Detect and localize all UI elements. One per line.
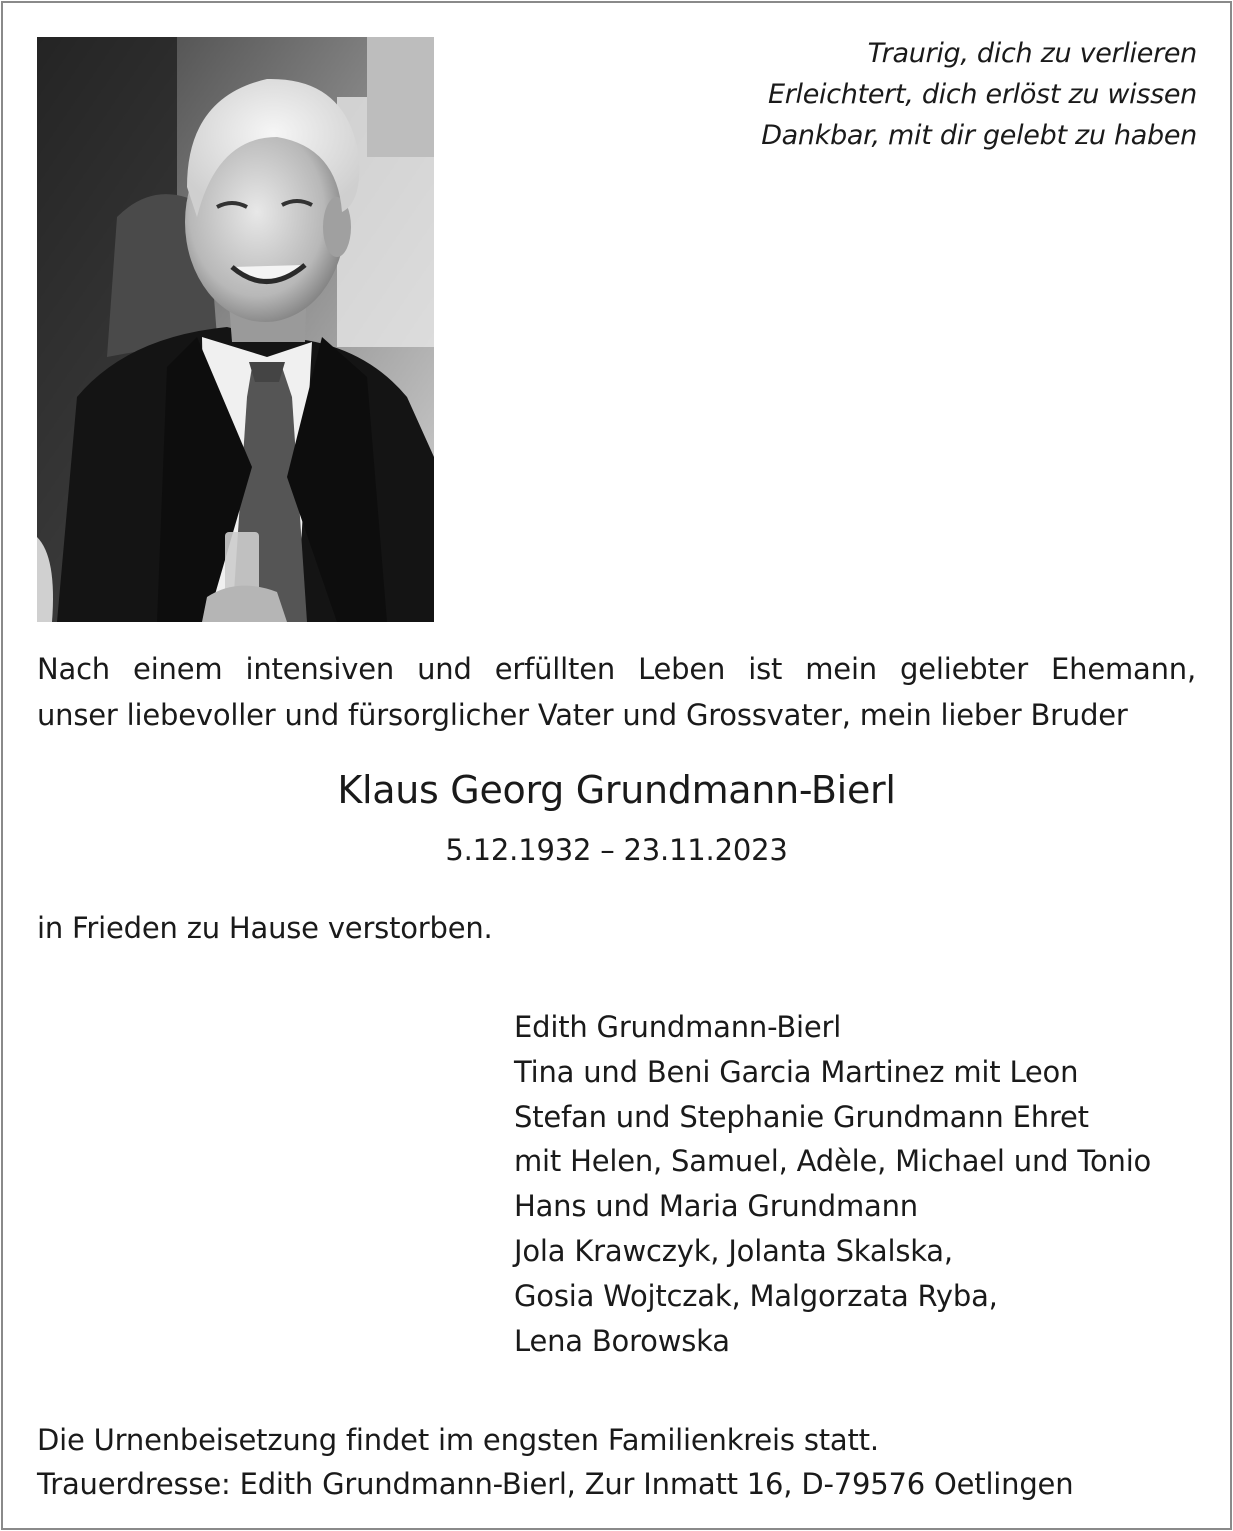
mourner-line: Edith Grundmann-Bierl	[514, 1010, 842, 1044]
poem-line: Erleichtert, dich erlöst zu wissen	[767, 79, 1197, 110]
burial-note: Die Urnenbeisetzung findet im engsten Familienkreis statt.	[37, 1423, 879, 1457]
mourner-line: mit Helen, Samuel, Adèle, Michael und Tonio	[514, 1144, 1152, 1179]
mourner-line: Stefan und Stephanie Grundmann Ehret	[514, 1099, 1089, 1134]
poem	[761, 33, 1197, 156]
deceased-name: Klaus Georg Grundmann-Bierl	[337, 768, 896, 812]
life-dates: 5.12.1932 – 23.11.2023	[445, 833, 788, 867]
footer	[37, 1418, 1073, 1506]
mourners-list	[514, 1005, 1151, 1363]
poem-line: Dankbar, mit dir gelebt zu haben	[761, 120, 1197, 151]
poem-line: Traurig, dich zu verlieren	[867, 38, 1197, 69]
portrait-photo	[37, 37, 434, 622]
mourner-line: Lena Borowska	[514, 1323, 730, 1358]
intro-line: unser liebevoller und fürsorglicher Vater und Grossvater, mein lieber Bruder	[37, 698, 1128, 732]
mourner-line: Gosia Wojtczak, Malgorzata Ryba,	[514, 1278, 998, 1313]
mourner-line: Hans und Maria Grundmann	[514, 1189, 918, 1224]
mourning-address: Trauerdresse: Edith Grundmann-Bierl, Zur Inmatt 16, D-79576 Oetlingen	[37, 1467, 1074, 1501]
passing-note: in Frieden zu Hause verstorben.	[37, 911, 493, 945]
mourner-line: Jola Krawczyk, Jolanta Skalska,	[514, 1233, 953, 1268]
intro-line: Nach einem intensiven und erfüllten Leben ist mein geliebter Ehemann,	[37, 652, 1196, 686]
intro-text	[37, 646, 1196, 738]
mourner-line: Tina und Beni Garcia Martinez mit Leon	[514, 1054, 1079, 1089]
